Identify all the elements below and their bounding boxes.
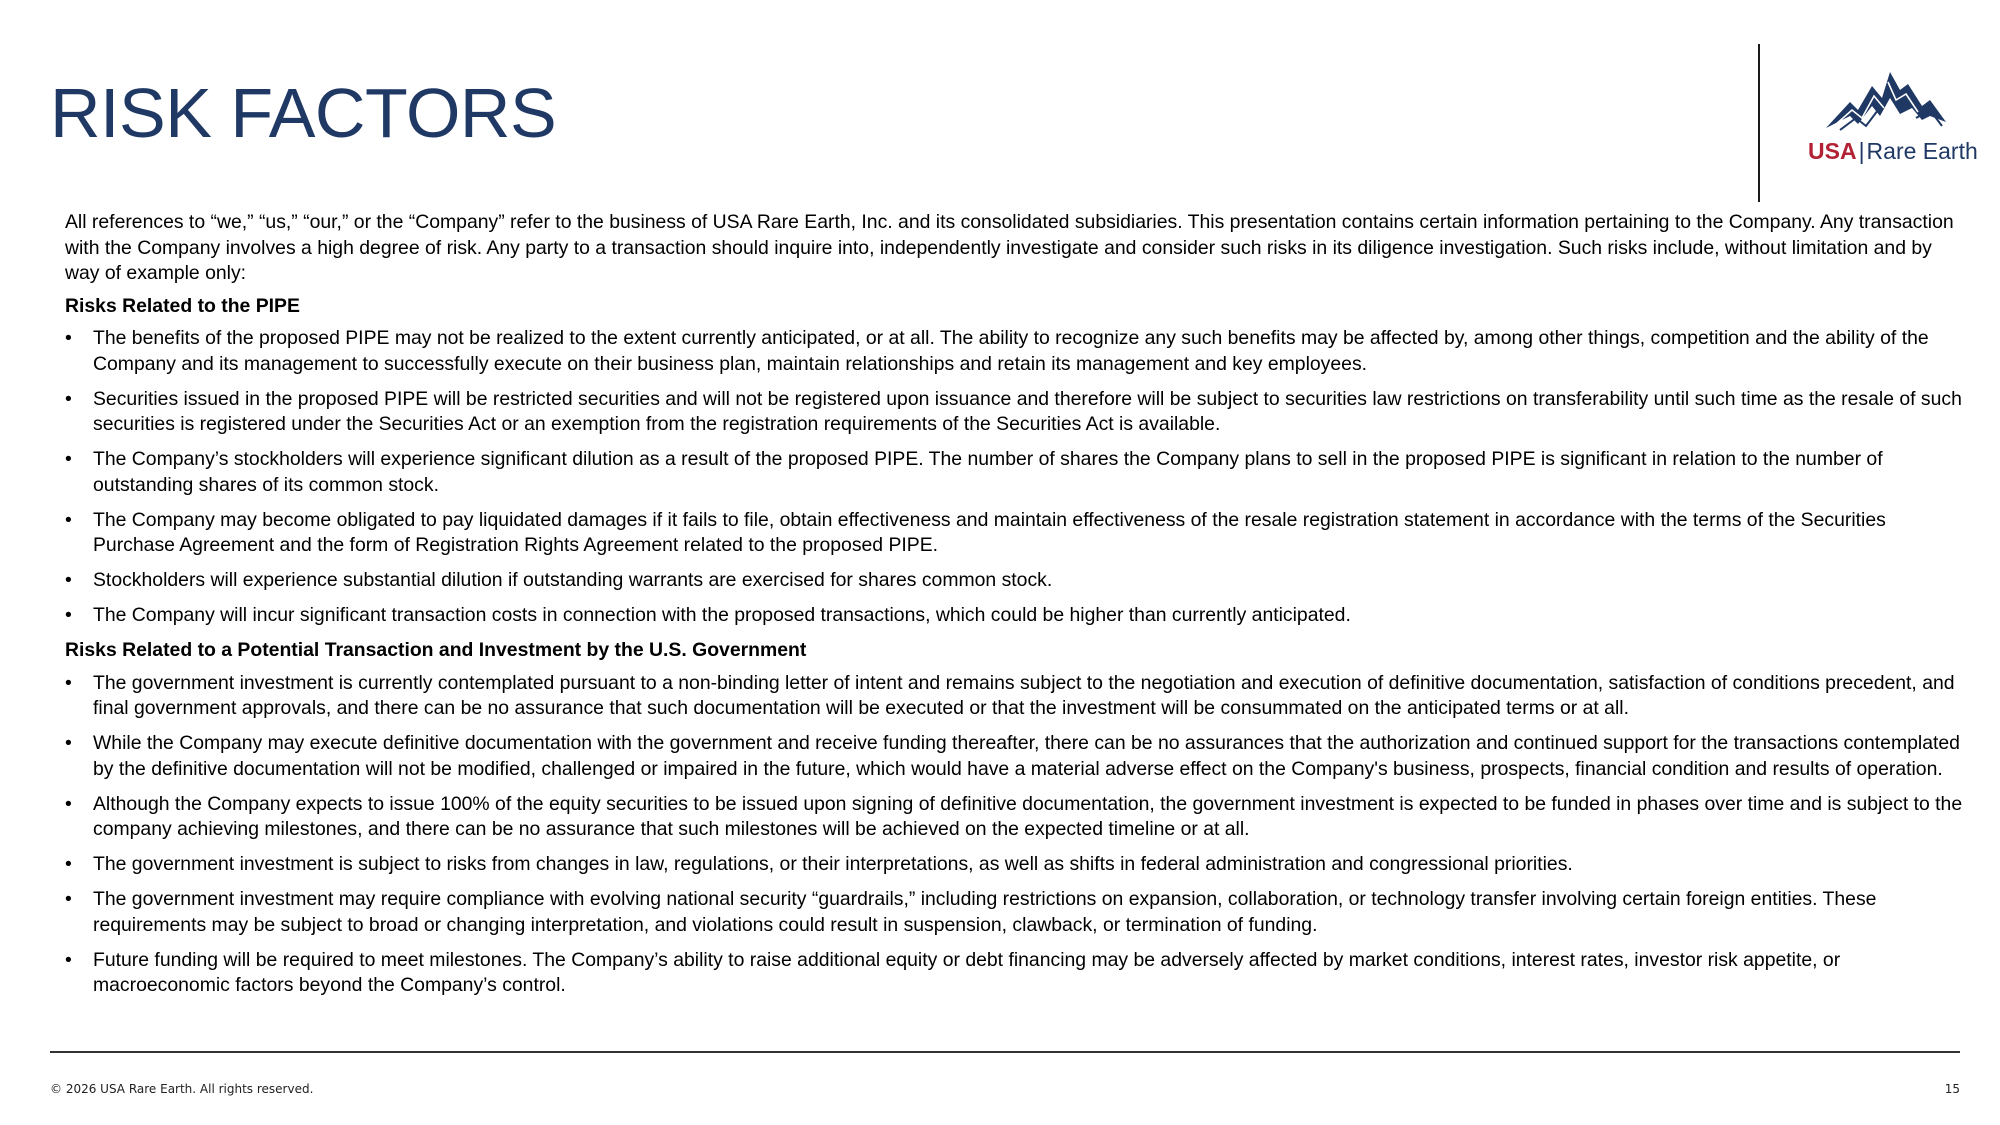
list-item: • The Company’s stockholders will experience significant dilution as a result of the proposed PIPE. The number of shares the Company plans to sell in the proposed PIPE is significant in relation to the number of outstanding shares of its common stock. <box>65 447 1965 498</box>
list-item: • The Company will incur significant transaction costs in connection with the proposed transactions, which could be higher than currently anticipated. <box>65 603 1965 629</box>
logo-usa-text: USA <box>1808 138 1857 164</box>
list-item: • The government investment is subject to risks from changes in law, regulations, or their interpretations, as well as shifts in federal administration and congressional priorities. <box>65 852 1965 878</box>
company-logo <box>1808 70 1978 170</box>
list-item: • The government investment is currently contemplated pursuant to a non-binding letter of intent and remains subject to the negotiation and execution of definitive documentation, satisfaction of conditions precedent, and final government approvals, and there can be no assurance that such documentation will be executed or that the investment will be consummated on the anticipated terms or at all. <box>65 671 1965 722</box>
section-heading-pipe: Risks Related to the PIPE <box>65 294 300 317</box>
logo-rare-earth-text: Rare Earth <box>1866 138 1978 164</box>
list-item: • The government investment may require compliance with evolving national security “guardrails,” including restrictions on expansion, collaboration, or technology transfer involving certain foreign entities. These requirements may be subject to broad or changing interpretation, and violations could result in suspension, clawback, or termination of funding. <box>65 887 1965 938</box>
list-item: • The Company may become obligated to pay liquidated damages if it fails to file, obtain effectiveness and maintain effectiveness of the resale registration statement in accordance with the terms of the Securities Purchase Agreement and the form of Registration Rights Agreement related to the proposed PIPE. <box>65 508 1965 559</box>
logo-wordmark <box>1808 140 1978 163</box>
page-number: 15 <box>1944 1082 1960 1096</box>
list-item: • Stockholders will experience substantial dilution if outstanding warrants are exercised for shares common stock. <box>65 568 1965 594</box>
list-item: • The benefits of the proposed PIPE may not be realized to the extent currently anticipated, or at all. The ability to recognize any such benefits may be affected by, among other things, competition and the ability of the Company and its management to successfully execute on their business plan, maintain relationships and retain its management and key employees. <box>65 326 1965 377</box>
government-risk-list <box>65 671 1965 999</box>
header-divider <box>1758 44 1760 202</box>
intro-paragraph: All references to “we,” “us,” “our,” or the “Company” refer to the business of USA Rare Earth, Inc. and its consolidated subsidiaries. This presentation contains certain information pertaining to the Company. Any transaction with the Company involves a high degree of risk. Any party to a transaction should inquire into, independently investigate and consider such risks in its diligence investigation. Such risks include, without limitation and by way of example only: <box>65 211 1954 284</box>
footer-copyright: © 2026 USA Rare Earth. All rights reserved. <box>50 1082 314 1096</box>
pipe-risk-list <box>65 326 1965 629</box>
mountain-logo-icon <box>1826 70 1946 136</box>
list-item: • While the Company may execute definitive documentation with the government and receive funding thereafter, there can be no assurances that the authorization and continued support for the transactions contemplated by the definitive documentation will not be modified, challenged or impaired in the future, which would have a material adverse effect on the Company's business, prospects, financial condition and results of operation. <box>65 731 1965 782</box>
list-item: • Future funding will be required to meet milestones. The Company’s ability to raise additional equity or debt financing may be adversely affected by market conditions, interest rates, investor risk appetite, or macroeconomic factors beyond the Company’s control. <box>65 948 1965 999</box>
logo-separator: | <box>1858 138 1865 164</box>
section-heading-government: Risks Related to a Potential Transaction and Investment by the U.S. Government <box>65 639 807 661</box>
list-item: • Although the Company expects to issue 100% of the equity securities to be issued upon signing of definitive documentation, the government investment is expected to be funded in phases over time and is subject to the company achieving milestones, and there can be no assurance that such milestones will be achieved on the expected timeline or at all. <box>65 792 1965 843</box>
footer-divider <box>50 1051 1960 1053</box>
risk-factors-body <box>65 210 1965 1008</box>
page-title: RISK FACTORS <box>50 74 557 152</box>
list-item: • Securities issued in the proposed PIPE will be restricted securities and will not be registered upon issuance and therefore will be subject to securities law restrictions on transferability until such time as the resale of such securities is registered under the Securities Act or an exemption from the registration requirements of the Securities Act is available. <box>65 387 1965 438</box>
